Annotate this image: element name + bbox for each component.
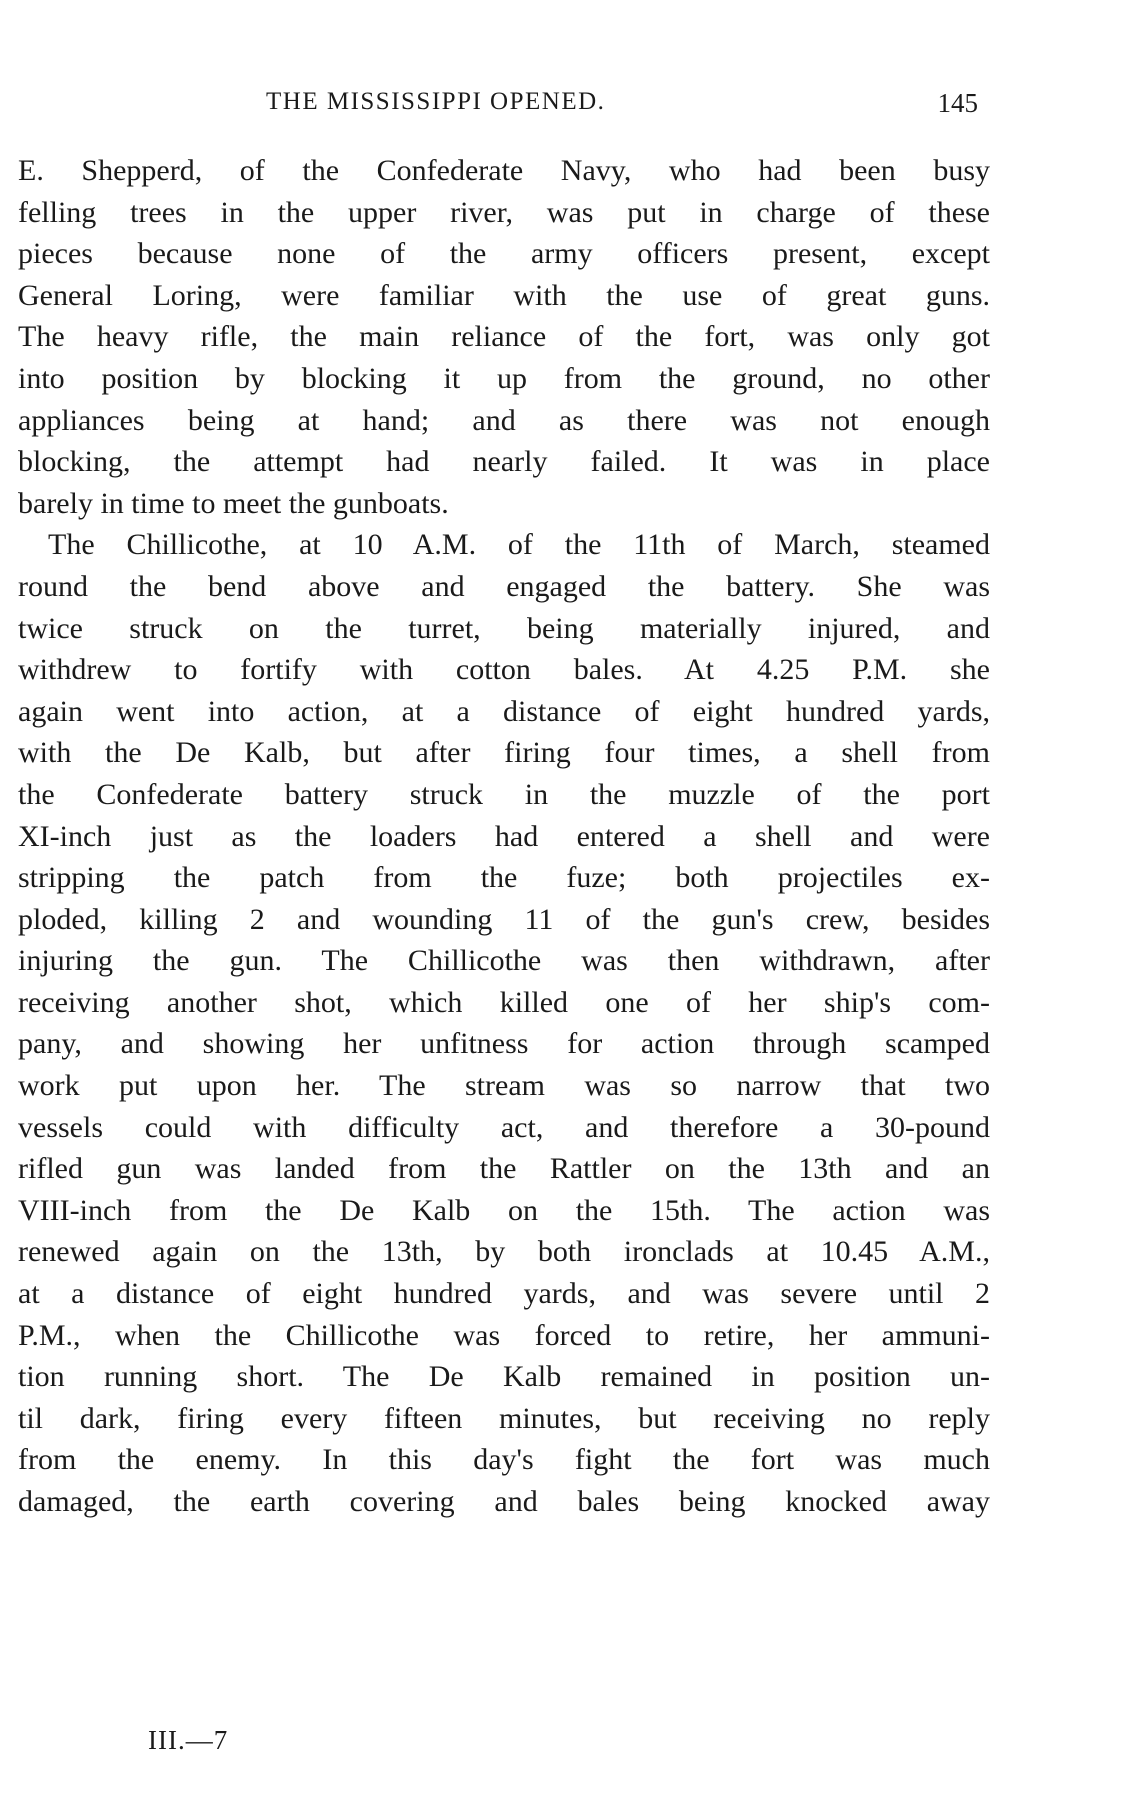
text-line: renewed again on the 13th, by both ironclads at 10.45 A.M., [18,1235,990,1269]
page-header [18,88,978,128]
text-line: pieces because none of the army officers present, except [18,237,990,271]
text-line: til dark, firing every fifteen minutes, but receiving no reply [18,1401,990,1435]
paragraph-start-line: The Chillicothe, at 10 A.M. of the 11th of March, steamed [48,528,990,562]
text-line: receiving another shot, which killed one of her ship's com- [18,985,990,1019]
text-line: into position by blocking it up from the ground, no other [18,361,990,395]
text-line: damaged, the earth covering and bales being knocked away [18,1485,990,1518]
text-line: twice struck on the turret, being materially injured, and [18,611,990,645]
page-number: 145 [937,88,978,118]
text-line: work put upon her. The stream was so narrow that two [18,1069,990,1103]
text-line: round the bend above and engaged the battery. She was [18,569,990,603]
text-line: vessels could with difficulty act, and therefore a 30-pound [18,1110,990,1144]
text-line: blocking, the attempt had nearly failed. It was in place [18,445,990,479]
text-line: injuring the gun. The Chillicothe was then withdrawn, after [18,944,990,978]
text-line: stripping the patch from the fuze; both projectiles ex- [18,861,990,895]
text-line: VIII-inch from the De Kalb on the 15th. The action was [18,1193,990,1227]
text-line: felling trees in the upper river, was put in charge of these [18,195,990,229]
text-line: withdrew to fortify with cotton bales. At 4.25 P.M. she [18,653,990,687]
text-line: tion running short. The De Kalb remained in position un- [18,1360,990,1394]
text-line: the Confederate battery struck in the muzzle of the port [18,777,990,811]
text-line: The heavy rifle, the main reliance of the fort, was only got [18,320,990,354]
body-text [18,150,990,1523]
text-line: rifled gun was landed from the Rattler on the 13th and an [18,1152,990,1186]
text-line: with the De Kalb, but after firing four times, a shell from [18,736,990,770]
text-line: appliances being at hand; and as there was not enough [18,403,990,437]
text-line: from the enemy. In this day's fight the fort was much [18,1443,990,1477]
text-line: again went into action, at a distance of eight hundred yards, [18,694,990,728]
text-line: at a distance of eight hundred yards, and was severe until 2 [18,1277,990,1311]
text-line: E. Shepperd, of the Confederate Navy, who had been busy [18,154,990,187]
text-line: barely in time to meet the gunboats. [18,486,449,520]
signature-mark: III.—7 [148,1725,229,1755]
text-line: ploded, killing 2 and wounding 11 of the gun's crew, besides [18,902,990,936]
text-line: XI-inch just as the loaders had entered a shell and were [18,819,990,853]
text-line: General Loring, were familiar with the use of great guns. [18,278,990,312]
text-line: pany, and showing her unfitness for action through scamped [18,1027,990,1061]
running-head: THE MISSISSIPPI OPENED. [266,88,606,115]
text-line: P.M., when the Chillicothe was forced to retire, her ammuni- [18,1318,990,1352]
